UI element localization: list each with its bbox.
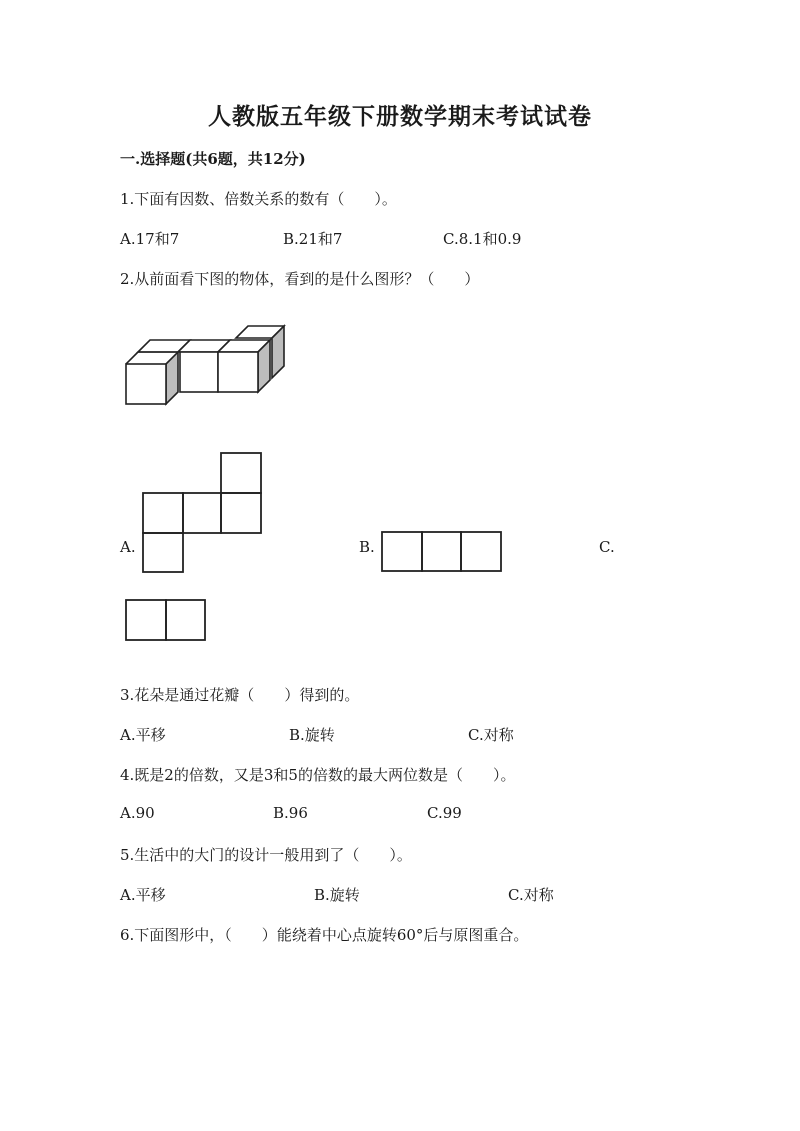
- q5-option-b[interactable]: B.旋转: [314, 886, 360, 904]
- q3-option-a[interactable]: A.平移: [120, 726, 166, 744]
- question-6: 6.下面图形中，（ ）能绕着中心点旋转60°后与原图重合。: [120, 926, 529, 944]
- q3-option-c[interactable]: C.对称: [468, 726, 514, 744]
- q5-option-c[interactable]: C.对称: [508, 886, 554, 904]
- q1-option-a[interactable]: A.17和7: [120, 230, 180, 248]
- exam-title: 人教版五年级下册数学期末考试试卷: [208, 103, 592, 130]
- question-5: 5.生活中的大门的设计一般用到了（ ）。: [120, 846, 412, 864]
- q1-option-c[interactable]: C.8.1和0.9: [443, 230, 522, 248]
- q5-option-a[interactable]: A.平移: [120, 886, 166, 904]
- section-heading: 一.选择题(共6题，共12分): [120, 150, 306, 168]
- cube-solid-figure: [120, 320, 290, 412]
- q2-option-b-figure: [381, 531, 503, 573]
- q2-option-a-figure: [142, 452, 264, 574]
- q2-option-b[interactable]: B.: [359, 538, 375, 556]
- question-2: 2.从前面看下图的物体，看到的是什么图形？（ ）: [120, 270, 480, 288]
- q1-option-b[interactable]: B.21和7: [283, 230, 343, 248]
- q2-option-a[interactable]: A.: [120, 538, 136, 556]
- q3-option-b[interactable]: B.旋转: [289, 726, 335, 744]
- q2-option-c-figure: [125, 599, 207, 641]
- q4-option-a[interactable]: A.90: [120, 804, 155, 822]
- q4-option-c[interactable]: C.99: [427, 804, 462, 822]
- question-4: 4.既是2的倍数，又是3和5的倍数的最大两位数是（ ）。: [120, 766, 516, 784]
- q2-option-c[interactable]: C.: [599, 538, 615, 556]
- question-1: 1.下面有因数、倍数关系的数有（ ）。: [120, 190, 397, 208]
- question-3: 3.花朵是通过花瓣（ ）得到的。: [120, 686, 360, 704]
- q4-option-b[interactable]: B.96: [273, 804, 308, 822]
